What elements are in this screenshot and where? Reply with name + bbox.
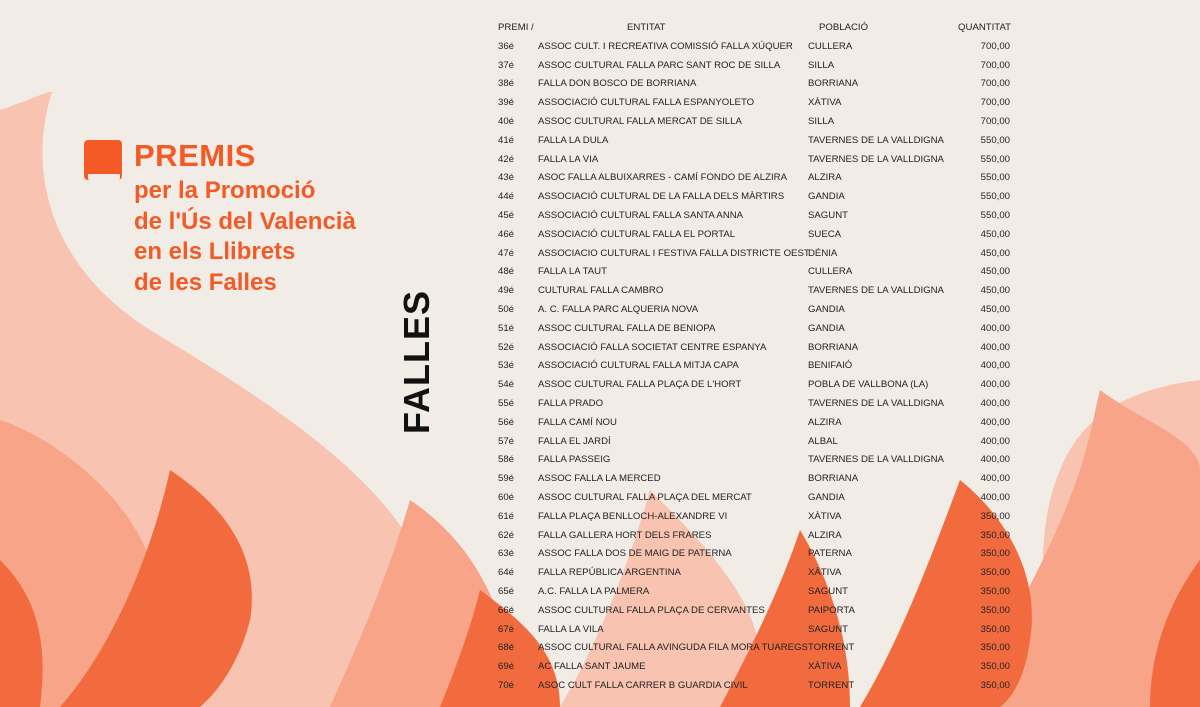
cell-quantitat: 550,00	[980, 134, 1010, 146]
cell-premi: 42é	[498, 153, 515, 165]
cell-premi: 44é	[498, 191, 515, 203]
cell-premi: 66é	[498, 604, 515, 616]
cell-premi: 62é	[498, 529, 515, 541]
cell-premi: 69é	[498, 661, 515, 673]
cell-poblacio: SAGUNT	[808, 209, 848, 221]
cell-quantitat: 400,00	[980, 435, 1010, 447]
cell-poblacio: SUECA	[808, 228, 842, 240]
cell-poblacio: BORRIANA	[808, 341, 859, 353]
cell-quantitat: 350,00	[980, 585, 1010, 597]
cell-entitat: ASSOC CULTURAL FALLA AVINGUDA FILA MORA TUAREGS	[538, 642, 808, 654]
cell-entitat: ASSOCIACIÓ CULTURAL FALLA ESPANYOLETO	[538, 97, 755, 109]
cell-quantitat: 450,00	[980, 228, 1010, 240]
cell-entitat: ASSOC FALLA LA MERCED	[538, 473, 661, 485]
cell-premi: 58é	[498, 454, 515, 466]
table-row	[490, 489, 1010, 508]
cell-premi: 53é	[498, 360, 515, 372]
cell-entitat: FALLA LA VILA	[538, 623, 604, 635]
cell-premi: 38é	[498, 78, 515, 90]
cell-quantitat: 350,00	[980, 661, 1010, 673]
cell-poblacio: ALZIRA	[808, 529, 842, 541]
cell-entitat: ASSOC CULTURAL FALLA PARC SANT ROC DE SILLA	[538, 59, 781, 71]
cell-quantitat: 400,00	[980, 397, 1010, 409]
cell-entitat: A.C. FALLA LA PALMERA	[538, 585, 650, 597]
cell-quantitat: 350,00	[980, 679, 1010, 691]
brand-subtitle-line: de les Falles	[134, 268, 277, 296]
cell-poblacio: XÀTIVA	[808, 510, 842, 522]
table-row	[490, 38, 1010, 57]
cell-quantitat: 350,00	[980, 623, 1010, 635]
cell-poblacio: PAIPORTA	[808, 604, 855, 616]
table-row	[490, 414, 1010, 433]
cell-poblacio: TAVERNES DE LA VALLDIGNA	[808, 285, 944, 297]
table-row	[490, 339, 1010, 358]
cell-entitat: ASSOC CULTURAL FALLA PLAÇA DE L'HORT	[538, 379, 742, 391]
cell-entitat: ASSOCIACIÓ CULTURAL FALLA EL PORTAL	[538, 228, 736, 240]
cell-poblacio: PATERNA	[808, 548, 852, 560]
cell-premi: 64é	[498, 567, 515, 579]
cell-poblacio: GANDIA	[808, 303, 845, 315]
table-row	[490, 169, 1010, 188]
cell-poblacio: SILLA	[808, 59, 835, 71]
brand-subtitle-line: en els Llibrets	[134, 238, 296, 265]
cell-premi: 36é	[498, 40, 515, 52]
cell-entitat: FALLA EL JARDÍ	[538, 435, 611, 447]
cell-poblacio: XÀTIVA	[808, 567, 842, 579]
cell-premi: 43é	[498, 172, 515, 184]
cell-quantitat: 700,00	[980, 115, 1010, 127]
table-row	[490, 621, 1010, 640]
cell-quantitat: 700,00	[980, 97, 1010, 109]
cell-poblacio: BORRIANA	[808, 78, 859, 90]
cell-entitat: FALLA PASSEIG	[538, 454, 611, 466]
table-row	[490, 508, 1010, 527]
table-row	[490, 451, 1010, 470]
cell-poblacio: GANDIA	[808, 322, 845, 334]
cell-poblacio: ALZIRA	[808, 416, 842, 428]
cell-premi: 41é	[498, 134, 515, 146]
table-row	[490, 245, 1010, 264]
cell-premi: 51é	[498, 322, 515, 334]
header-quantitat: QUANTITAT	[958, 22, 1011, 33]
cell-premi: 46é	[498, 228, 515, 240]
cell-poblacio: ALBAL	[808, 435, 838, 447]
table-row	[490, 602, 1010, 621]
section-label: FALLES	[396, 289, 437, 435]
cell-quantitat: 450,00	[980, 266, 1010, 278]
cell-quantitat: 350,00	[980, 642, 1010, 654]
cell-quantitat: 550,00	[980, 191, 1010, 203]
cell-entitat: A. C. FALLA PARC ALQUERIA NOVA	[538, 303, 699, 315]
cell-entitat: ASOC FALLA ALBUIXARRES - CAMÍ FONDO DE ALZIRA	[538, 172, 787, 184]
table-row	[490, 94, 1010, 113]
table-row	[490, 320, 1010, 339]
cell-premi: 57é	[498, 435, 515, 447]
cell-poblacio: CULLERA	[808, 40, 853, 52]
cell-quantitat: 350,00	[980, 510, 1010, 522]
brand-subtitle-line: per la Promoció	[134, 177, 316, 204]
cell-premi: 50é	[498, 303, 515, 315]
cell-quantitat: 550,00	[980, 172, 1010, 184]
cell-poblacio: TAVERNES DE LA VALLDIGNA	[808, 397, 944, 409]
table-row	[490, 282, 1010, 301]
cell-entitat: ASSOCIACIÓ CULTURAL DE LA FALLA DELS MÀRTIRS	[538, 191, 785, 203]
brand-subtitle	[134, 176, 356, 298]
cell-premi: 63é	[498, 548, 515, 560]
cell-premi: 56é	[498, 416, 515, 428]
cell-poblacio: XÀTIVA	[808, 661, 842, 673]
cell-premi: 55é	[498, 397, 515, 409]
cell-entitat: ASSOCIACIO CULTURAL I FESTIVA FALLA DISTRICTE OEST	[538, 247, 810, 259]
cell-quantitat: 350,00	[980, 567, 1010, 579]
cell-entitat: FALLA DON BOSCO DE BORRIANA	[538, 78, 697, 90]
cell-premi: 61é	[498, 510, 515, 522]
cell-premi: 40é	[498, 115, 515, 127]
cell-premi: 68é	[498, 642, 515, 654]
cell-entitat: FALLA CAMÍ NOU	[538, 416, 617, 428]
cell-entitat: ASSOCIACIÓ CULTURAL FALLA MITJA CAPA	[538, 360, 739, 372]
table-row	[490, 226, 1010, 245]
cell-quantitat: 400,00	[980, 473, 1010, 485]
cell-entitat: ASSOCIACIÓ FALLA SOCIETAT CENTRE ESPANYA	[538, 341, 767, 353]
cell-entitat: ASSOCIACIÓ CULTURAL FALLA SANTA ANNA	[538, 209, 744, 221]
cell-quantitat: 400,00	[980, 379, 1010, 391]
cell-entitat: ASSOC CULT. I RECREATIVA COMISSIÓ FALLA XÚQUER	[538, 40, 793, 52]
table-header	[490, 19, 1010, 38]
table-row	[490, 301, 1010, 320]
cell-quantitat: 700,00	[980, 78, 1010, 90]
cell-premi: 45é	[498, 209, 515, 221]
table-row	[490, 395, 1010, 414]
cell-quantitat: 450,00	[980, 247, 1010, 259]
cell-poblacio: GANDIA	[808, 491, 845, 503]
header-entitat: ENTITAT	[627, 22, 666, 33]
table-row	[490, 583, 1010, 602]
cell-poblacio: BENIFAIÓ	[808, 360, 853, 372]
cell-entitat: CULTURAL FALLA CAMBRO	[538, 285, 664, 297]
table-row	[490, 357, 1010, 376]
cell-poblacio: GANDIA	[808, 191, 845, 203]
cell-quantitat: 550,00	[980, 153, 1010, 165]
cell-poblacio: TAVERNES DE LA VALLDIGNA	[808, 153, 944, 165]
table-row	[490, 188, 1010, 207]
table-row	[490, 75, 1010, 94]
cell-entitat: FALLA LA VIA	[538, 153, 599, 165]
awards-table	[490, 19, 1010, 696]
table-row	[490, 677, 1010, 696]
table-row	[490, 151, 1010, 170]
brand-subtitle-line: de l'Ús del Valencià	[134, 207, 356, 235]
cell-entitat: FALLA PLAÇA BENLLOCH-ALEXANDRE VI	[538, 510, 728, 522]
table-row	[490, 545, 1010, 564]
header-premi: PREMI /	[498, 22, 534, 33]
cell-entitat: FALLA LA DULA	[538, 134, 609, 146]
cell-entitat: ASSOC FALLA DOS DE MAIG DE PATERNA	[538, 548, 732, 560]
cell-poblacio: SAGUNT	[808, 623, 848, 635]
cell-poblacio: CULLERA	[808, 266, 853, 278]
cell-quantitat: 700,00	[980, 40, 1010, 52]
cell-quantitat: 350,00	[980, 604, 1010, 616]
cell-premi: 48é	[498, 266, 515, 278]
cell-entitat: ASOC CULT FALLA CARRER B GUARDIA CIVIL	[538, 679, 748, 691]
cell-quantitat: 450,00	[980, 285, 1010, 297]
cell-entitat: ASSOC CULTURAL FALLA MERCAT DE SILLA	[538, 115, 742, 127]
cell-entitat: AC FALLA SANT JAUME	[538, 661, 646, 673]
table-row	[490, 470, 1010, 489]
table-row	[490, 376, 1010, 395]
book-icon	[84, 140, 122, 184]
cell-premi: 47é	[498, 247, 515, 259]
table-row	[490, 57, 1010, 76]
table-row	[490, 527, 1010, 546]
header-poblacio: POBLACIÓ	[819, 22, 869, 33]
cell-premi: 52é	[498, 341, 515, 353]
cell-quantitat: 450,00	[980, 303, 1010, 315]
table-row	[490, 132, 1010, 151]
cell-quantitat: 350,00	[980, 548, 1010, 560]
cell-quantitat: 400,00	[980, 454, 1010, 466]
cell-entitat: ASSOC CULTURAL FALLA PLAÇA DE CERVANTES	[538, 604, 765, 616]
cell-quantitat: 700,00	[980, 59, 1010, 71]
cell-premi: 54é	[498, 379, 515, 391]
cell-poblacio: TORRENT	[808, 642, 855, 654]
table-row	[490, 433, 1010, 452]
cell-poblacio: TAVERNES DE LA VALLDIGNA	[808, 134, 944, 146]
cell-poblacio: DÉNIA	[808, 247, 838, 259]
cell-poblacio: TAVERNES DE LA VALLDIGNA	[808, 454, 944, 466]
cell-entitat: ASSOC CULTURAL FALLA PLAÇA DEL MERCAT	[538, 491, 752, 503]
cell-quantitat: 400,00	[980, 416, 1010, 428]
cell-premi: 59é	[498, 473, 515, 485]
cell-poblacio: BORRIANA	[808, 473, 859, 485]
brand-title: PREMIS	[134, 138, 256, 173]
cell-premi: 39é	[498, 97, 515, 109]
cell-entitat: FALLA GALLERA HORT DELS FRARES	[538, 529, 712, 541]
cell-quantitat: 400,00	[980, 341, 1010, 353]
cell-poblacio: TORRENT	[808, 679, 855, 691]
cell-quantitat: 400,00	[980, 360, 1010, 372]
cell-entitat: FALLA REPÚBLICA ARGENTINA	[538, 567, 681, 579]
cell-premi: 37é	[498, 59, 515, 71]
cell-quantitat: 400,00	[980, 322, 1010, 334]
cell-poblacio: SAGUNT	[808, 585, 848, 597]
cell-entitat: FALLA PRADO	[538, 397, 604, 409]
cell-poblacio: ALZIRA	[808, 172, 842, 184]
cell-poblacio: SILLA	[808, 115, 835, 127]
cell-quantitat: 550,00	[980, 209, 1010, 221]
table-row	[490, 564, 1010, 583]
cell-quantitat: 350,00	[980, 529, 1010, 541]
cell-premi: 60é	[498, 491, 515, 503]
table-row	[490, 263, 1010, 282]
table-row	[490, 207, 1010, 226]
cell-entitat: ASSOC CULTURAL FALLA DE BENIOPA	[538, 322, 716, 334]
cell-premi: 67é	[498, 623, 515, 635]
cell-poblacio: XÀTIVA	[808, 97, 842, 109]
cell-entitat: FALLA LA TAUT	[538, 266, 607, 278]
cell-premi: 70é	[498, 679, 515, 691]
cell-premi: 49é	[498, 285, 515, 297]
cell-poblacio: POBLA DE VALLBONA (LA)	[808, 379, 929, 391]
cell-quantitat: 400,00	[980, 491, 1010, 503]
table-body	[490, 38, 1010, 696]
cell-premi: 65é	[498, 585, 515, 597]
table-row	[490, 639, 1010, 658]
table-row	[490, 658, 1010, 677]
table-row	[490, 113, 1010, 132]
